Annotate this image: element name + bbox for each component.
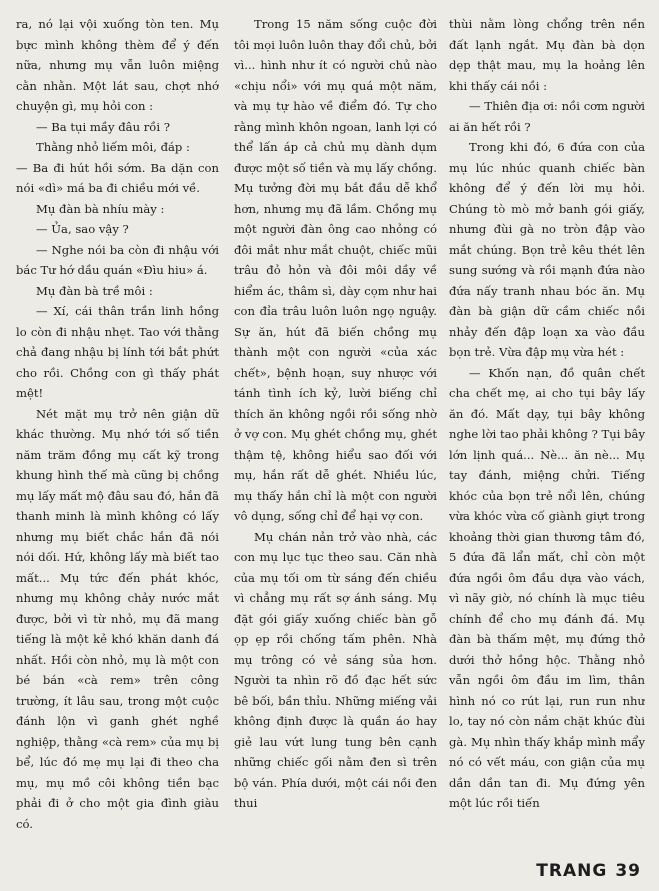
paragraph: Mụ chán nản trở vào nhà, các con mụ lục tục theo sau. Căn nhà của mụ tối om từ sáng đến chiều vì chẳng mụ rất sợ ánh sáng. Mụ đặt gói giấy xuống chiếc bàn gỗ ọp ẹp rồi chống tấm phên. Nhà mụ trông có vẻ sáng sủa hơn. Người ta nhìn rõ đồ đạc hết sức bê bối, bần thỉu. Những miếng vải không định được là quần áo hay giẻ lau vứt lung tung bên cạnh những chiếc gối nằm đen sì trên bộ ván. Phía dưới, một cái nồi đen thui [234,529,437,810]
paragraph: ra, nó lại vội xuống tòn ten. Mụ bực mình không thèm để ý đến nữa, nhưng mụ vẫn luôn miệng cằn nhằn. Một lát sau, chợt nhớ chuyện gì, mụ hỏi con : [16,17,219,113]
page-label: TRANG [536,861,608,881]
paragraph: — Ba đi hút hồi sớm. Ba dặn con nói «dì» má ba đi chiều mới về. [16,160,219,195]
paragraph: Thằng nhỏ liếm môi, đáp : [36,140,190,154]
text-column-2 [234,14,437,864]
text-column-1 [16,14,219,864]
paragraph: Trong 15 năm sống cuộc đời tôi mọi luôn luôn thay đổi chủ, bởi vì... hình như ít có người chủ nào «chịu nổi» với mụ quá một năm, và mụ tự hào về điểm đó. Tự cho rằng mình khôn ngoan, lanh lợi có thể lấn áp cả chủ mụ dành dụm được một số tiền và mụ lấy chồng. Mụ tưởng đời mụ bắt đầu dễ khổ hơn, nhưng mụ đã lầm. Chồng mụ một người đàn ông cao nhỏng có đôi mắt như mắt chuột, chiếc mũi trâu đỏ hỏn và đôi môi dầy về hiểm ác, thâm sì, dày cọm như hai con đỉa trâu luôn luôn ngọ nguậy. Sự ăn, hút đã biến chồng mụ thành một con người «của xác chết», bệnh hoạn, suy nhược với tánh tình ích kỷ, lười biếng chỉ thích ăn không ngồi rồi sống nhờ ở vợ con. Mụ ghét chồng mụ, ghét thậm tệ, không hiểu sao đối với mụ, hắn rất dễ ghét. Nhiều lúc, mụ thấy hắn chỉ là một con người vô dụng, sống chỉ để hại vợ con. [234,17,437,523]
paragraph: — Nghe nói ba còn đi nhậu với bác Tư hớ dầu quán «Đìu hiu» á. [16,242,219,277]
paragraph: Nét mặt mụ trở nên giận dữ khác thường. Mụ nhớ tới số tiền năm trăm đồng mụ cất kỹ trong khung hình thế mà cũng bị chồng mụ lấy mất mộ đâu sau đó, hắn đã thanh minh là mình không có lấy nhưng mụ biết chắc hắn đã nói nói dối. Hứ, không lấy mà biết tao mất... Mụ tức đến phát khóc, nhưng mụ không chảy nước mắt được, bởi vì từ nhỏ, mụ đã mang tiếng là một kẻ khó khăn danh đá nhất. Hồi còn nhỏ, mụ là một con bé bán «cà rem» trên công trường, ít lâu sau, trong một cuộc đánh lộn vì ganh ghét nghề nghiệp, thằng «cà rem» của mụ bị bể, lúc đó mẹ mụ lại đi theo cha mụ, mụ mồ côi không tiền bạc phải đi ở cho một gia đình giàu có. [16,406,219,831]
paragraph: thùi nằm lòng chổng trên nền đất lạnh ngắt. Mụ đàn bà dọn dẹp thật mau, mụ la hoảng lên khi thấy cái nồi : [449,17,645,93]
paragraph: Trong khi đó, 6 đứa con của mụ lúc nhúc quanh chiếc bàn không để ý đến lời mụ hỏi. Chúng tò mò mở banh gói giấy, nhưng đùi gà no tròn đập vào mắt chúng. Bọn trẻ kêu thét lên sung sướng và rồi mạnh đứa nào đứa nấy tranh nhau bóc ăn. Mụ đàn bà giận dữ cầm chiếc nồi nhảy đến đập loạn xa vào đầu bọn trẻ. Vừa đập mụ vừa hét : [449,140,645,359]
text-column-3 [449,14,645,834]
paragraph: — Khốn nạn, đồ quân chết cha chết mẹ, ai cho tụi bây lấy ăn đó. Mất dạy, tụi bây không nghe lời tao phải không ? Tụi bây lớn lịnh quá... Nè... ăn nè... Mụ tay đánh, miệng chửi. Tiếng khóc của bọn trẻ nổi lên, chúng vừa khóc vừa cố giành giựt trong khoảng thời gian thương tâm đó, 5 đứa đã lẩn mất, chỉ còn một đứa ngồi ôm đầu dựa vào vách, vì nãy giờ, nó chính là mục tiêu chính để cho mụ đánh đá. Mụ đàn bà thấm mệt, mụ đứng thở dưới thở hồng hộc. Thằng nhỏ vẫn ngồi ôm đầu im lìm, thân hình nó co rút lại, run run như lo, tay nó còn nắm chặt khúc đùi gà. Mụ nhìn thấy khắp mình mẩy nó có vết máu, con giận của mụ dần dần tan đi. Mụ đứng yên một lúc rồi tiến [449,365,645,810]
paragraph: Mụ đàn bà trề môi : [36,283,153,298]
page-footer [536,861,641,881]
paragraph: Mụ đàn bà nhíu mày : [36,201,165,216]
paragraph: — Xí, cái thân trần linh hồng lo còn đi nhậu nhẹt. Tao với thằng chả đang nhậu bị lính tới bắt phứt cho rồi. Chồng con gì thấy phát mệt! [16,304,219,400]
paragraph: — Ba tụi mầy đâu rồi ? [36,119,170,134]
paragraph: — Thiên địa ơi: nồi cơm người ai ăn hết rồi ? [449,99,645,134]
page-number: 39 [615,861,641,881]
paragraph: — Ủa, sao vậy ? [36,222,129,236]
